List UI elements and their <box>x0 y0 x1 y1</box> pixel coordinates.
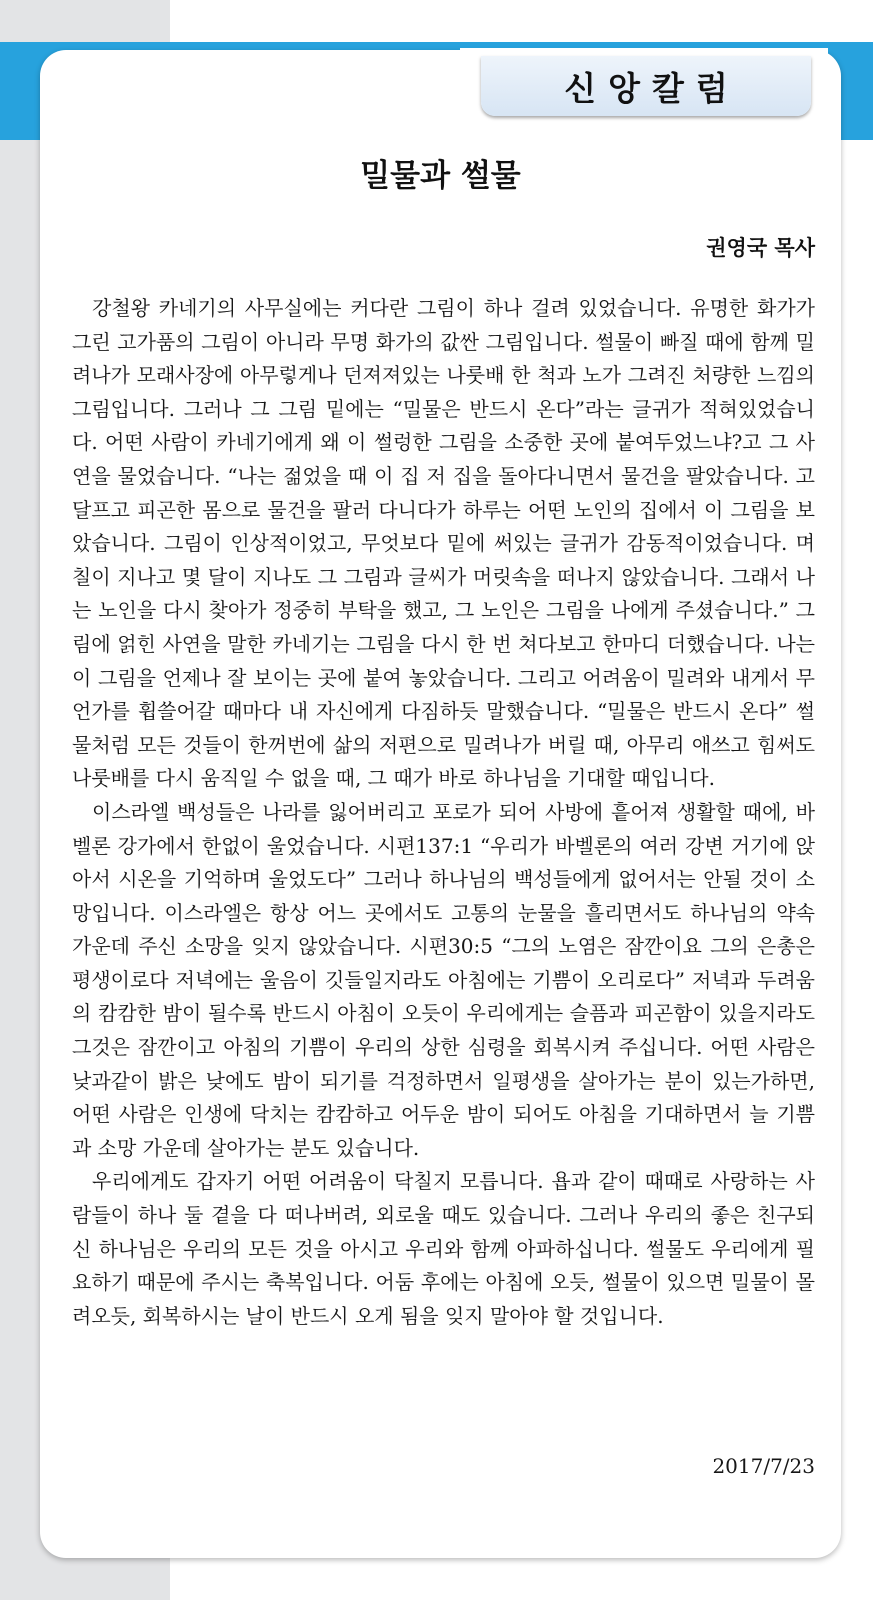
paragraph: 우리에게도 갑자기 어떤 어려움이 닥칠지 모릅니다. 욥과 같이 때때로 사랑하는 사람들이 하나 둘 곁을 다 떠나버려, 외로울 때도 있습니다. 그러나 우리의 좋은 친구되신 하나님은 우리의 모든 것을 아시고 우리와 함께 아파하십니다. 썰물도 우리에게 필요하기 때문에 주시는 축복입니다. 어둠 후에는 아침에 오듯, 썰물이 있으면 밀물이 몰려오듯, 회복하시는 날이 반드시 오게 됨을 잊지 말아야 할 것입니다. <box>72 1169 815 1328</box>
section-tab <box>481 56 811 116</box>
article-author: 권영국 목사 <box>706 236 815 260</box>
paragraph: 이스라엘 백성들은 나라를 잃어버리고 포로가 되어 사방에 흩어져 생활할 때에, 바벨론 강가에서 한없이 울었습니다. 시편137:1 “우리가 바벨론의 여러 강변 거기에 앉아서 시온을 기억하며 울었도다” 그러나 하나님의 백성들에게 없어서는 안될 것이 소망입니다. 이스라엘은 항상 어느 곳에서도 고통의 눈물을 흘리면서도 하나님의 약속 가운데 주신 소망을 잊지 않았습니다. 시편30:5 “그의 노염은 잠깐이요 그의 은총은 평생이로다 저녁에는 울음이 깃들일지라도 아침에는 기쁨이 오리로다” 저녁과 두려움의 캄캄한 밤이 될수록 반드시 아침이 오듯이 우리에게는 슬픔과 피곤함이 있을지라도 그것은 잠깐이고 아침의 기쁨이 우리의 상한 심령을 회복시켜 주십니다. 어떤 사람은 낮과같이 밝은 낮에도 밤이 되기를 걱정하면서 일평생을 살아가는 분이 있는가하면, 어떤 사람은 인생에 닥치는 캄캄하고 어두운 밤이 되어도 아침을 기대하면서 늘 기쁨과 소망 가운데 살아가는 분도 있습니다. <box>72 799 815 1160</box>
paragraph: 강철왕 카네기의 사무실에는 커다란 그림이 하나 걸려 있었습니다. 유명한 화가가 그린 고가품의 그림이 아니라 무명 화가의 값싼 그림입니다. 썰물이 빠질 때에 함께 밀려나가 모래사장에 아무렇게나 던져져있는 나룻배 한 척과 노가 그려진 처량한 느낌의 그림입니다. 그러나 그 그림 밑에는 “밀물은 반드시 온다”라는 글귀가 적혀있었습니다. 어떤 사람이 카네기에게 왜 이 썰렁한 그림을 소중한 곳에 붙여두었느냐?고 그 사연을 물었습니다. “나는 젊었을 때 이 집 저 집을 돌아다니면서 물건을 팔았습니다. 고달프고 피곤한 몸으로 물건을 팔러 다니다가 하루는 어떤 노인의 집에서 이 그림을 보았습니다. 그림이 인상적이었고, 무엇보다 밑에 써있는 글귀가 감동적이었습니다. 며칠이 지나고 몇 달이 지나도 그 그림과 글씨가 머릿속을 떠나지 않았습니다. 그래서 나는 노인을 다시 찾아가 정중히 부탁을 했고, 그 노인은 그림을 나에게 주셨습니다.” 그림에 얽힌 사연을 말한 카네기는 그림을 다시 한 번 쳐다보고 한마디 더했습니다. 나는 이 그림을 언제나 잘 보이는 곳에 붙여 놓았습니다. 그리고 어려움이 밀려와 내게서 무언가를 휩쓸어갈 때마다 내 자신에게 다짐하듯 말했습니다. “밀물은 반드시 온다” 썰물처럼 모든 것들이 한꺼번에 삶의 저편으로 밀려나가 버릴 때, 아무리 애쓰고 힘써도 나룻배를 다시 움직일 수 없을 때, 그 때가 바로 하나님을 기대할 때입니다. <box>72 296 815 791</box>
section-label: 신앙칼럼 <box>564 68 740 108</box>
article-body <box>72 292 815 1333</box>
article-title: 밀물과 썰물 <box>360 158 521 194</box>
article-date: 2017/7/23 <box>712 1454 815 1478</box>
